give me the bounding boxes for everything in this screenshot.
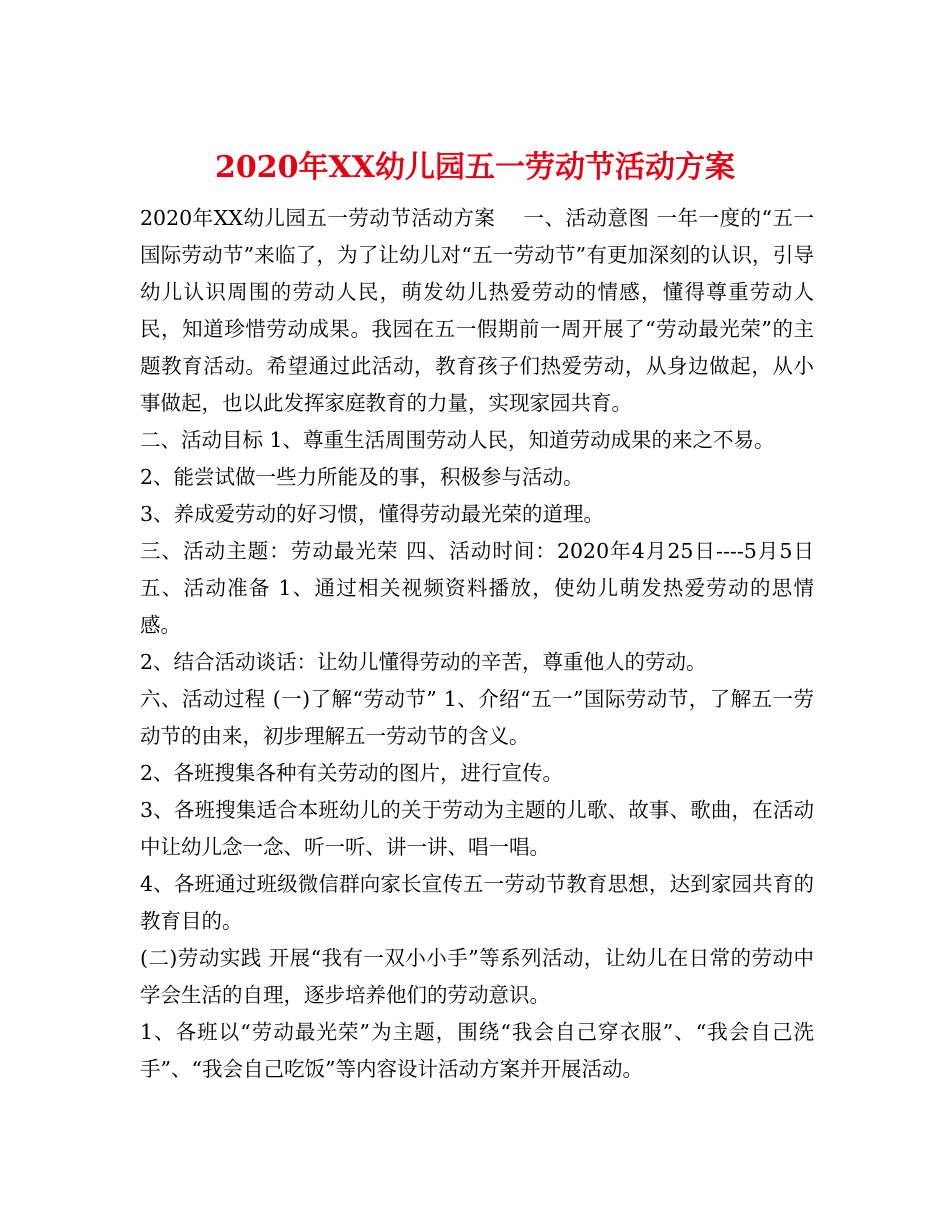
document-title: 2020年XX幼儿园五一劳动节活动方案	[214, 150, 736, 186]
paragraph-process: 六、活动过程 (一)了解“劳动节” 1、介绍“五一”国际劳动节，了解五一劳动节的由来，初步理解五一劳动节的含义。	[140, 687, 814, 748]
paragraph-practice-1: 1、各班以“劳动最光荣”为主题，围绕“我会自己穿衣服”、“我会自己洗手”、“我会自己吃饭”等内容设计活动方案并开展活动。	[140, 1020, 814, 1081]
document-body	[140, 200, 814, 1088]
paragraph-prep-2: 2、结合活动谈话：让幼儿懂得劳动的辛苦，尊重他人的劳动。	[140, 650, 707, 674]
paragraph-goals: 二、活动目标 1、尊重生活周围劳动人民，知道劳动成果的来之不易。	[140, 428, 775, 452]
paragraph-goal-3: 3、养成爱劳动的好习惯，懂得劳动最光荣的道理。	[140, 502, 605, 526]
paragraph-process-3: 3、各班搜集适合本班幼儿的关于劳动为主题的儿歌、故事、歌曲，在活动中让幼儿念一念、听一听、讲一讲、唱一唱。	[140, 798, 814, 859]
paragraph-process-2: 2、各班搜集各种有关劳动的图片，进行宣传。	[140, 761, 564, 785]
paragraph-process-4: 4、各班通过班级微信群向家长宣传五一劳动节教育思想，达到家园共育的教育目的。	[140, 872, 814, 933]
paragraph-intro: 2020年XX幼儿园五一劳动节活动方案 一、活动意图 一年一度的“五一国际劳动节”来临了，为了让幼儿对“五一劳动节”有更加深刻的认识，引导幼儿认识周围的劳动人民，萌发幼儿热爱劳动的情感，懂得尊重劳动人民，知道珍惜劳动成果。我园在五一假期前一周开展了“劳动最光荣”的主题教育活动。希望通过此活动，教育孩子们热爱劳动，从身边做起，从小事做起，也以此发挥家庭教育的力量，实现家园共育。	[140, 206, 814, 415]
paragraph-theme-time-prep: 三、活动主题：劳动最光荣 四、活动时间：2020年4月25日----5月5日 五、活动准备 1、通过相关视频资料播放，使幼儿萌发热爱劳动的思情感。	[140, 539, 814, 637]
paragraph-goal-2: 2、能尝试做一些力所能及的事，积极参与活动。	[140, 465, 584, 489]
paragraph-practice: (二)劳动实践 开展“我有一双小小手”等系列活动，让幼儿在日常的劳动中学会生活的自理，逐步培养他们的劳动意识。	[140, 946, 814, 1007]
